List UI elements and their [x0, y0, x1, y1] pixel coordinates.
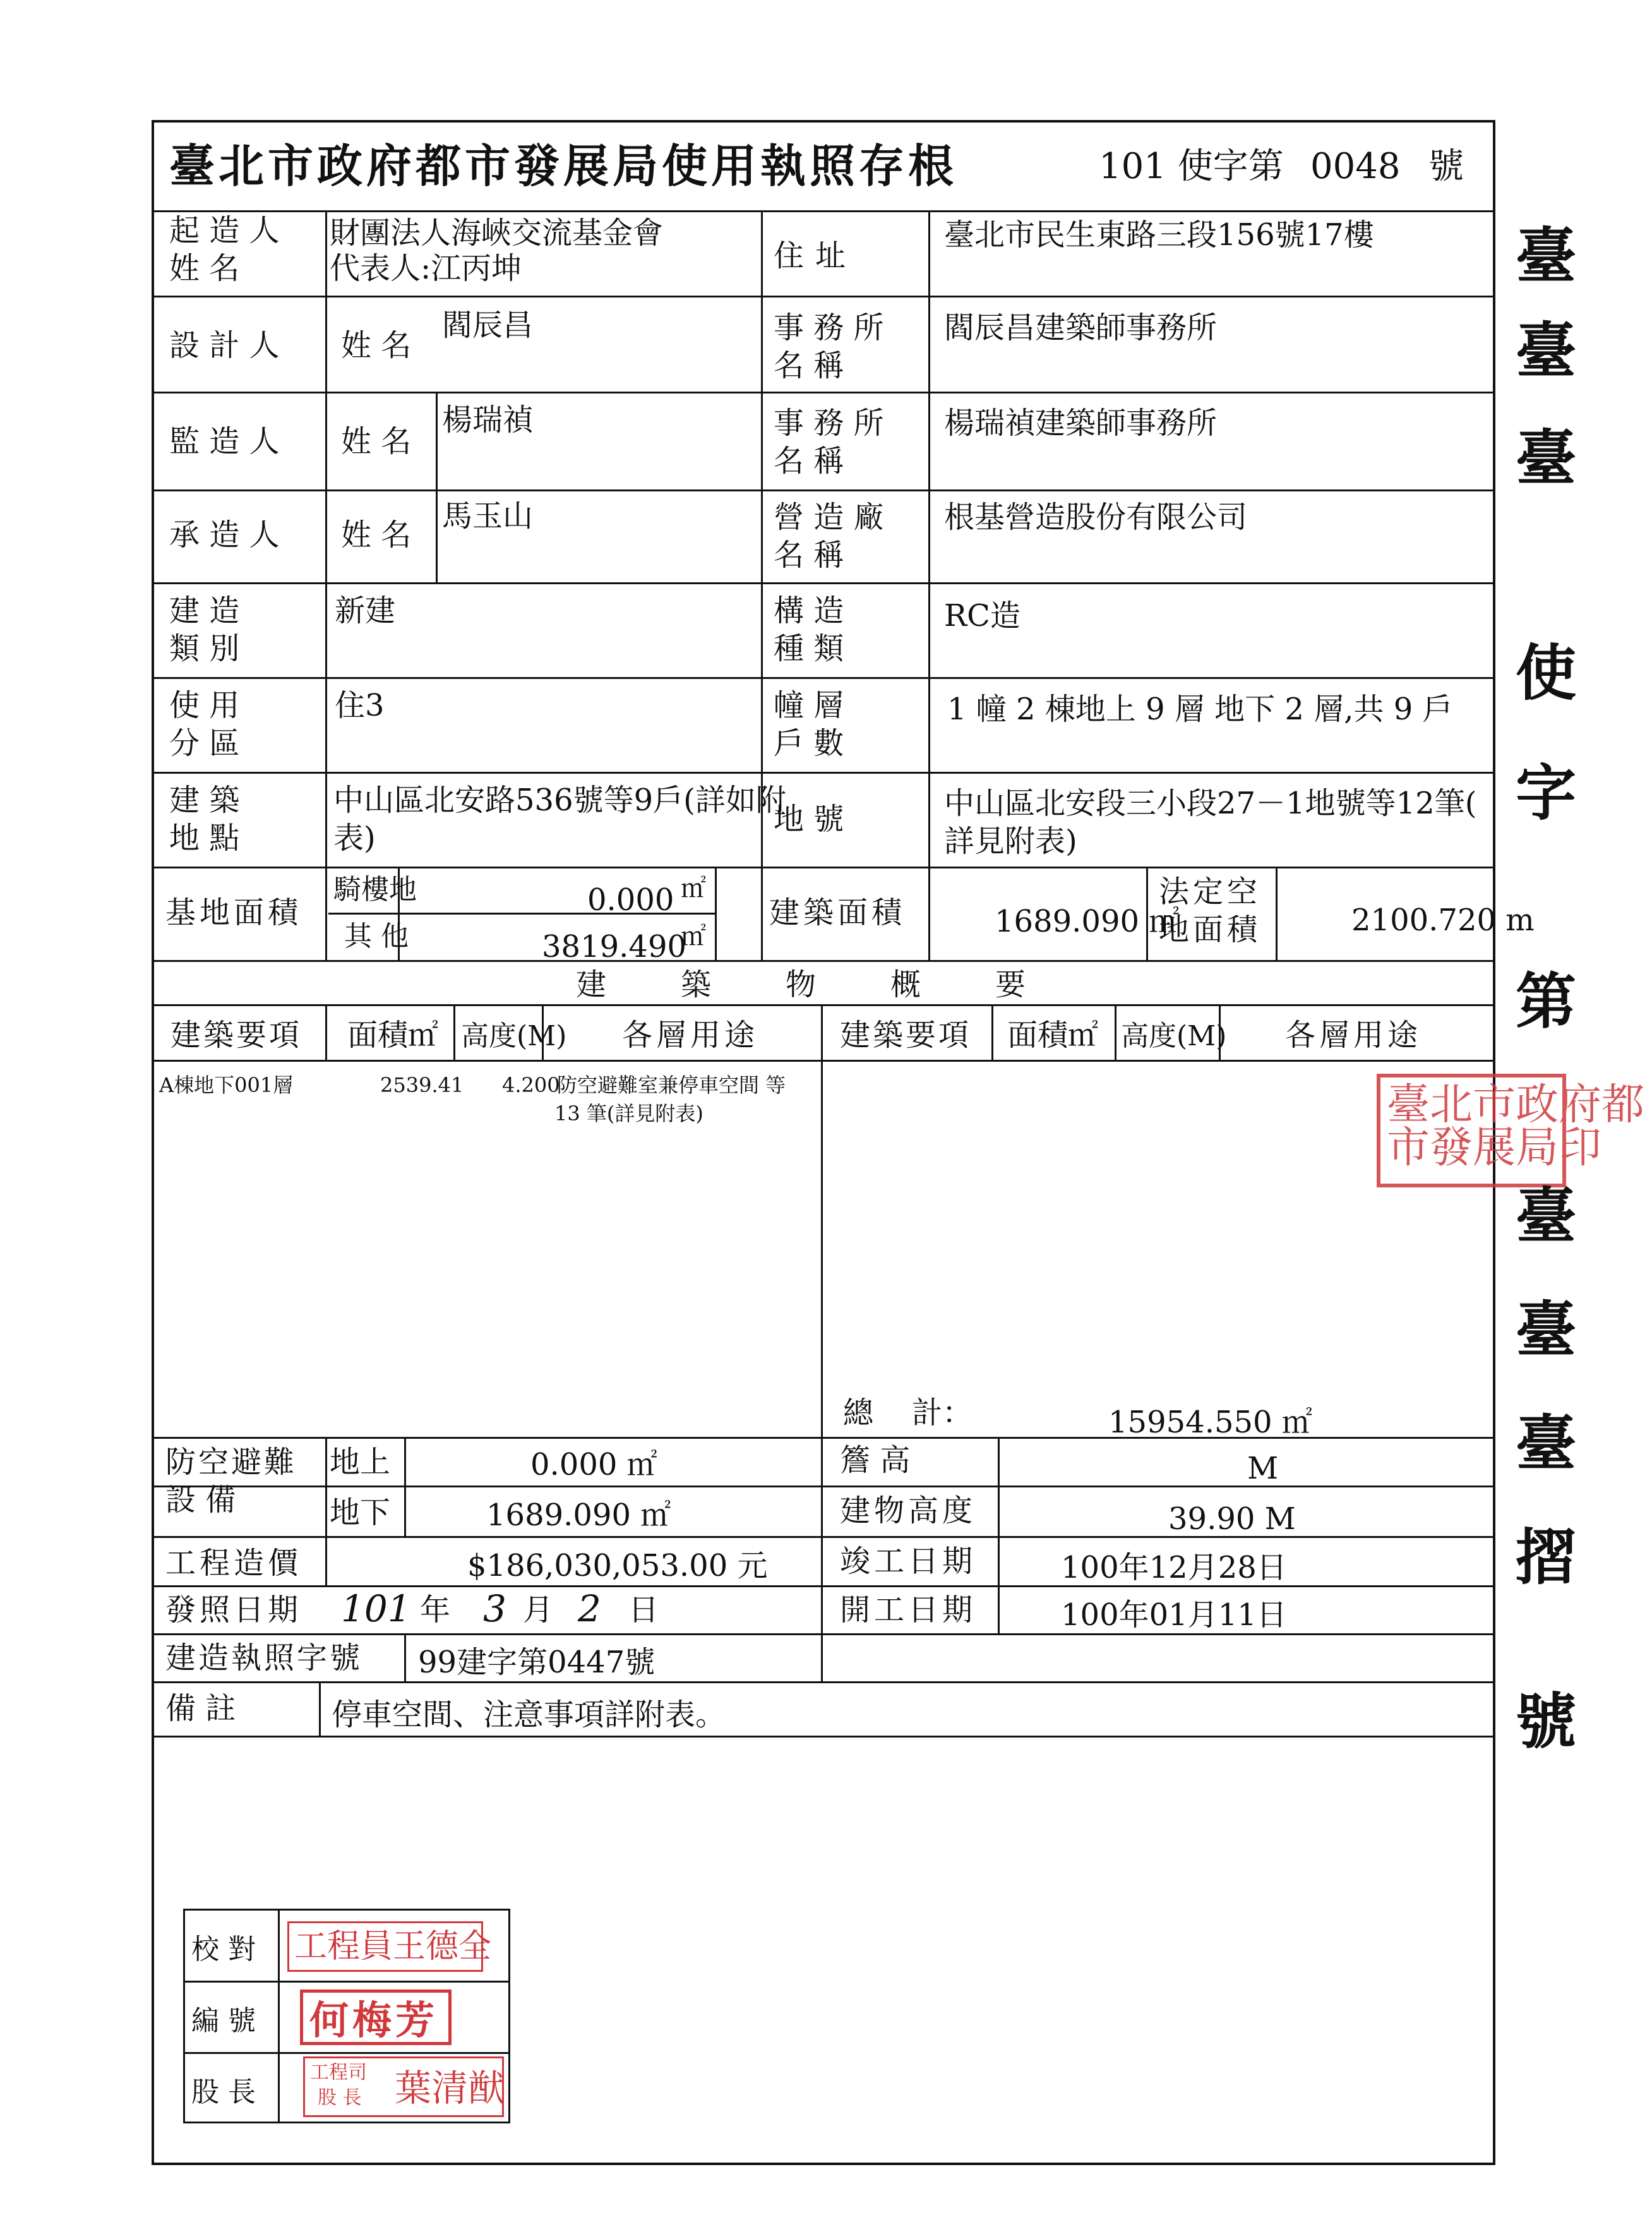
open-area-value: 2100.720 m: [1351, 903, 1535, 938]
overview-header-height: 高度(M): [461, 1020, 567, 1052]
designer-role: 設 計 人: [169, 328, 280, 363]
rule: [153, 1060, 1494, 1062]
rule: [153, 1004, 1494, 1006]
designer-name: 閻辰昌: [442, 308, 534, 343]
contractor-office-label: 營 造 廠: [774, 500, 884, 535]
address-label: 住址: [774, 238, 858, 273]
rule: [761, 210, 763, 960]
structure-label: 構 造: [774, 593, 844, 628]
rule: [319, 1681, 321, 1736]
contractor-name-label: 姓 名: [341, 517, 412, 553]
rule: [998, 1437, 1000, 1633]
rule: [153, 960, 1494, 962]
rule: [991, 1004, 993, 1060]
supervisor-name-label: 姓 名: [341, 424, 412, 459]
contractor-office-label-2: 名 稱: [774, 537, 844, 573]
address-value: 臺北市民生東路三段156號17樓: [944, 217, 1374, 253]
shelter-above-value: 0.000 ㎡: [530, 1447, 657, 1482]
rule: [153, 296, 1494, 297]
serial-suffix: 號: [1428, 146, 1464, 187]
rule: [278, 1909, 280, 2123]
rule: [325, 210, 327, 960]
total-label: 總 計：: [843, 1395, 973, 1431]
rule: [153, 867, 1494, 868]
site-value-2: 表): [333, 820, 376, 856]
arcade-unit: ㎡: [681, 874, 706, 903]
overview-header-item-2: 建築要項: [840, 1017, 972, 1053]
overview-header-use: 各層用途: [622, 1017, 759, 1053]
rule: [183, 2052, 510, 2054]
rule: [436, 392, 438, 582]
official-seal: 臺北市政府都市發展局印: [1377, 1074, 1566, 1187]
margin-char: 臺: [1516, 1180, 1576, 1252]
issue-date-label: 發照日期: [165, 1592, 302, 1628]
owner-label-2: 姓 名: [169, 251, 240, 286]
floors-label: 幢 層: [774, 688, 844, 723]
zoning-value: 住3: [335, 688, 385, 723]
other-area-unit: ㎡: [681, 922, 706, 951]
serial-number: 0048: [1310, 146, 1401, 187]
build-type-label-2: 類 別: [169, 631, 240, 666]
designer-office-label: 事 務 所: [774, 310, 884, 345]
contractor-name: 馬玉山: [442, 498, 534, 534]
cost-value: $186,030,053.00 元: [467, 1548, 768, 1583]
rule: [325, 1437, 327, 1585]
building-area-value: 1689.090 ㎡: [995, 904, 1180, 939]
site-label-2: 地 點: [169, 820, 240, 856]
margin-char: 臺: [1516, 1294, 1576, 1366]
shelter-label-2: 設 備: [165, 1482, 236, 1518]
shelter-above-label: 地上: [330, 1444, 391, 1480]
structure-label-2: 種 類: [774, 631, 844, 666]
number-stamp: 何梅芳: [300, 1990, 452, 2045]
site-value: 中山區北安路536號等9戶(詳如附: [333, 783, 786, 818]
zoning-label: 使 用: [169, 688, 240, 723]
completion-value: 100年12月28日: [1061, 1550, 1287, 1585]
height-value: 39.90 M: [1168, 1501, 1296, 1537]
floors-value: 1 幢 2 棟地上 9 層 地下 2 層,共 9 戶: [947, 692, 1453, 727]
overview-row-use: 防空避難室兼停車空間 等: [557, 1073, 786, 1097]
rule: [153, 1681, 1494, 1683]
document-title: 臺北市政府都市發展局使用執照存根: [169, 139, 958, 193]
eaves-label: 簷 高: [840, 1443, 911, 1478]
issue-year-unit: 年: [420, 1592, 451, 1628]
designer-office: 閻辰昌建築師事務所: [944, 310, 1218, 345]
contractor-role: 承 造 人: [169, 517, 280, 553]
arcade-value: 0.000: [587, 882, 674, 918]
eaves-value: M: [1247, 1451, 1279, 1486]
overview-row-use-2: 13 筆(詳見附表): [554, 1101, 703, 1126]
rule: [153, 677, 1494, 679]
rule: [153, 582, 1494, 584]
rule: [1276, 867, 1278, 960]
owner-representative: 代表人:江丙坤: [330, 251, 522, 286]
margin-char: 臺: [1516, 220, 1576, 292]
overview-title: 建築物概要: [576, 967, 1101, 1002]
rule: [821, 1004, 823, 1681]
rule: [453, 1004, 455, 1060]
overview-header-use-2: 各層用途: [1285, 1017, 1422, 1053]
supervisor-office-label-2: 名 稱: [774, 443, 844, 479]
rule: [153, 392, 1494, 393]
supervisor-office: 楊瑞禎建築師事務所: [944, 405, 1218, 441]
shelter-label: 防空避難: [165, 1444, 297, 1480]
rule: [183, 1981, 510, 1983]
issue-day-unit: 日: [628, 1592, 659, 1628]
contractor-office: 根基營造股份有限公司: [944, 500, 1248, 535]
margin-char: 使: [1516, 637, 1576, 709]
supervisor-role: 監 造 人: [169, 424, 280, 459]
overview-row-height: 4.200: [502, 1073, 560, 1097]
rule: [928, 210, 930, 960]
signoff-number-label: 編 號: [191, 2005, 256, 2037]
build-type-label: 建 造: [169, 593, 240, 628]
start-date-label: 開工日期: [840, 1592, 977, 1628]
proofreader-stamp: 工程員王德全: [287, 1921, 483, 1972]
issue-month-unit: 月: [523, 1592, 554, 1628]
build-type-value: 新建: [335, 593, 396, 628]
other-area-value: 3819.490: [542, 929, 687, 964]
owner-label: 起 造 人: [169, 213, 280, 248]
margin-char: 臺: [1516, 423, 1576, 494]
margin-char: 臺: [1516, 1408, 1576, 1479]
signoff-proofread-label: 校 對: [191, 1933, 256, 1966]
zoning-label-2: 分 區: [169, 726, 240, 761]
rule: [153, 1486, 1494, 1487]
overview-header-height-2: 高度(M): [1121, 1020, 1227, 1052]
shelter-below-value: 1689.090 ㎡: [486, 1498, 671, 1533]
overview-header-area-2: 面積㎡: [1007, 1017, 1099, 1053]
issue-day: 2: [578, 1587, 601, 1630]
rule: [404, 1437, 406, 1536]
issue-year: 101: [341, 1587, 411, 1630]
overview-header-item: 建築要項: [171, 1017, 302, 1053]
supervisor-name: 楊瑞禎: [442, 402, 534, 438]
lot-value: 中山區北安段三小段27－1地號等12筆(: [944, 786, 1477, 821]
supervisor-office-label: 事 務 所: [774, 405, 884, 441]
rule: [153, 1736, 1494, 1738]
rule: [153, 210, 1494, 212]
serial-prefix: 101 使字第: [1099, 146, 1284, 187]
building-area-label: 建築面積: [769, 895, 906, 930]
rule: [715, 867, 717, 960]
overview-row-item: A棟地下001層: [159, 1073, 294, 1097]
owner-name: 財團法人海峽交流基金會: [330, 215, 664, 251]
rule: [153, 1633, 1494, 1635]
lot-value-2: 詳見附表): [944, 824, 1077, 859]
structure-value: RC造: [944, 598, 1021, 633]
remarks-value: 停車空間、注意事項詳附表。: [332, 1697, 726, 1732]
floors-label-2: 戶 數: [774, 726, 844, 761]
rule: [325, 1004, 327, 1060]
rule: [153, 489, 1494, 491]
lot-label: 地 號: [774, 801, 844, 837]
height-label: 建物高度: [840, 1493, 977, 1528]
margin-char: 摺: [1516, 1522, 1576, 1593]
remarks-label: 備 註: [165, 1691, 236, 1726]
signoff-chief-label: 股 長: [191, 2076, 256, 2108]
designer-office-label-2: 名 稱: [774, 348, 844, 383]
arcade-label: 騎樓地: [333, 873, 417, 906]
margin-char: 字: [1516, 757, 1576, 829]
rule: [1115, 1004, 1116, 1060]
permit-label: 建造執照字號: [165, 1640, 363, 1676]
chief-stamp: 工程司 股 長 葉清猷: [303, 2056, 504, 2117]
total-value: 15954.550 ㎡: [1108, 1405, 1312, 1440]
rule: [153, 772, 1494, 774]
rule: [404, 1633, 406, 1681]
issue-month: 3: [483, 1587, 506, 1630]
completion-label: 竣工日期: [840, 1544, 977, 1579]
site-label: 建 築: [169, 783, 240, 818]
base-area-label: 基地面積: [165, 895, 302, 930]
margin-char: 第: [1516, 966, 1576, 1037]
start-date-value: 100年01月11日: [1061, 1597, 1287, 1633]
other-area-label: 其 他: [344, 920, 409, 952]
cost-label: 工程造價: [165, 1546, 302, 1581]
margin-char: 臺: [1516, 315, 1576, 387]
overview-row-area: 2539.41: [380, 1073, 464, 1097]
designer-name-label: 姓 名: [341, 328, 412, 363]
shelter-below-label: 地下: [330, 1495, 391, 1530]
open-area-label-2: 地面積: [1159, 912, 1262, 947]
overview-header-area: 面積㎡: [347, 1017, 439, 1053]
margin-char: 號: [1516, 1686, 1576, 1757]
permit-value: 99建字第0447號: [418, 1645, 655, 1680]
open-area-label: 法定空: [1159, 874, 1262, 909]
